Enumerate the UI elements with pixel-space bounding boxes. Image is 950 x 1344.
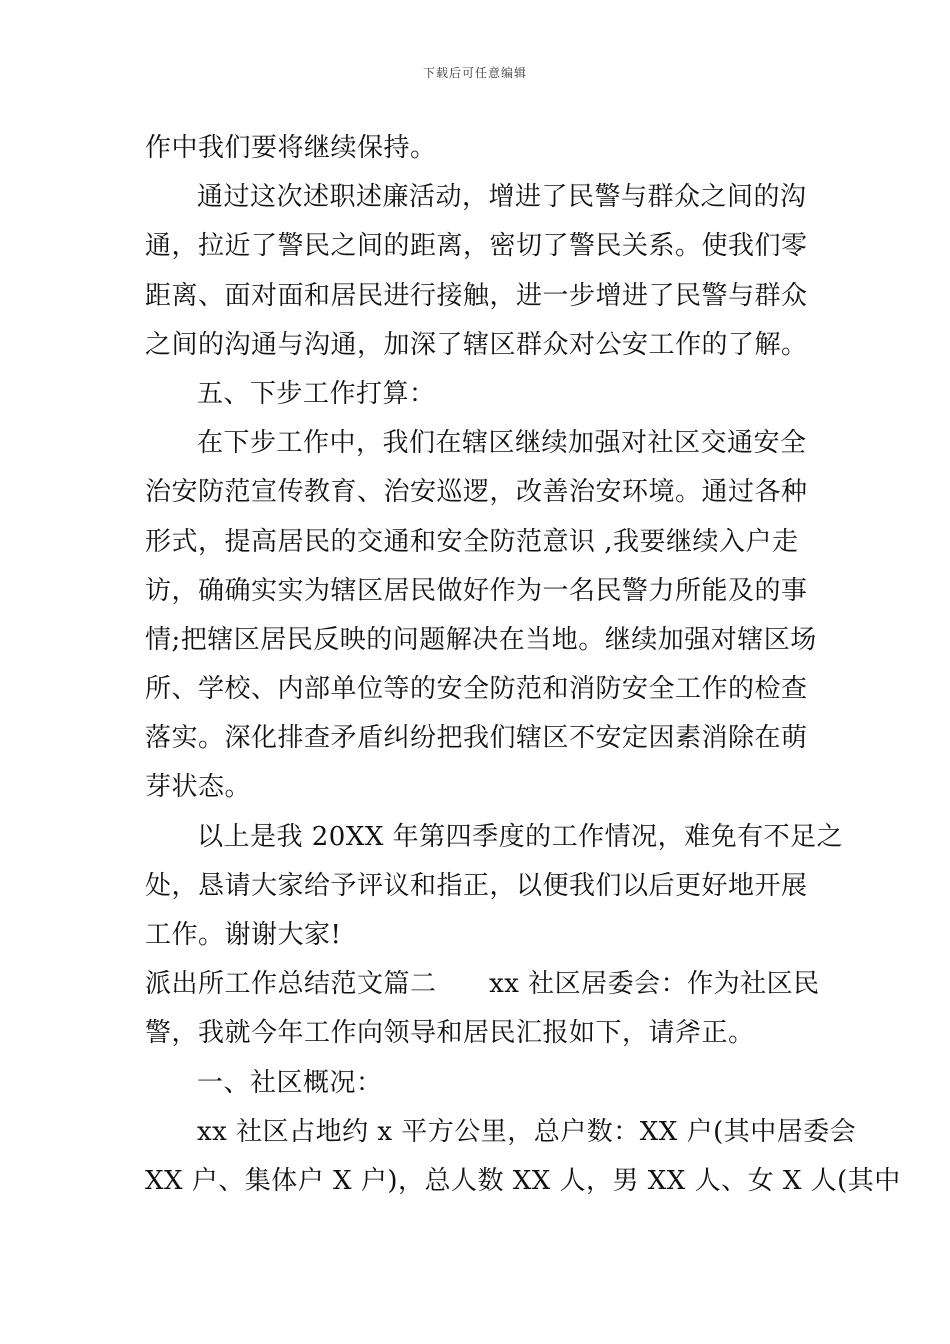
text-line: 作中我们要将继续保持。	[145, 133, 437, 163]
text-line: 在下步工作中，我们在辖区继续加强对社区交通安全	[197, 428, 807, 459]
text-line: 距离、面对面和居民进行接触，进一步增进了民警与群众	[145, 280, 808, 311]
document-body	[145, 124, 901, 1206]
text-line: 通，拉近了警民之间的距离，密切了警民关系。使我们零	[145, 231, 808, 262]
text-line: 处，恳请大家给予评议和指正，以便我们以后更好地开展	[145, 870, 808, 901]
text-line: 情;把辖区居民反映的问题解决在当地。继续加强对辖区场	[145, 624, 817, 655]
text-line: 落实。深化排查矛盾纠纷把我们辖区不安定因素消除在萌	[145, 723, 808, 754]
text-line: 芽状态。	[145, 772, 252, 803]
text-line: 警，我就今年工作向领导和居民汇报如下，请斧正。	[145, 1018, 755, 1049]
article-title-line: 派出所工作总结范文篇二 xx 社区居委会：作为社区民	[145, 969, 820, 1000]
text-line: 治安防范宣传教育、治安巡逻，改善治安环境。通过各种	[145, 477, 808, 508]
text-line: 通过这次述职述廉活动，增进了民警与群众之间的沟	[197, 182, 807, 213]
section-heading: 五、下步工作打算：	[197, 378, 436, 409]
text-line: 形式，提高居民的交通和安全防范意识 ,我要继续入户走	[145, 526, 799, 557]
section-heading: 一、社区概况：	[197, 1067, 383, 1098]
text-line: 之间的沟通与沟通，加深了辖区群众对公安工作的了解。	[145, 329, 808, 360]
text-line: 工作。谢谢大家!	[145, 920, 342, 950]
text-line: 访，确确实实为辖区居民做好作为一名民警力所能及的事	[145, 575, 808, 606]
text-line: 以上是我 20XX 年第四季度的工作情况，难免有不足之	[197, 821, 844, 852]
text-line: XX 户、集体户 X 户)，总人数 XX 人，男 XX 人、女 X 人(其中	[145, 1165, 901, 1196]
text-line: xx 社区占地约 x 平方公里，总户数：XX 户(其中居委会	[197, 1116, 857, 1147]
page-header: 下载后可任意编辑	[422, 66, 527, 80]
text-line: 所、学校、内部单位等的安全防范和消防安全工作的检查	[145, 674, 808, 705]
